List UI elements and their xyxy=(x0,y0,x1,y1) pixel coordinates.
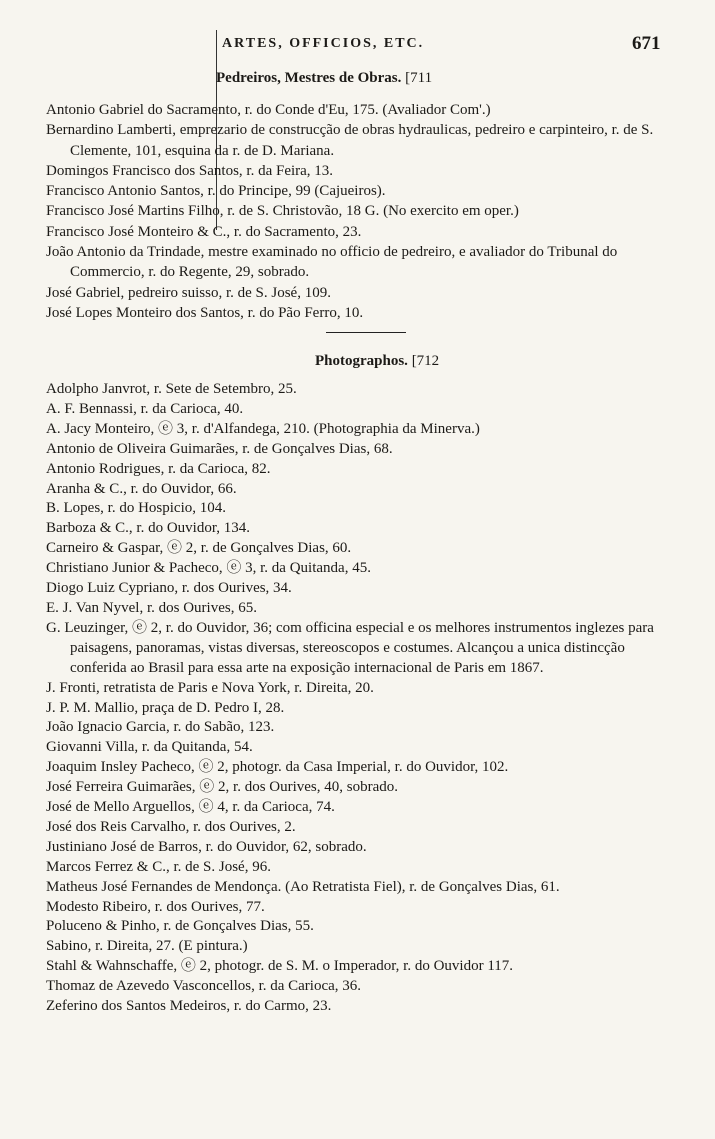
list-item: Joaquim Insley Pacheco, ⓔ 2, photogr. da Casa Imperial, r. do Ouvidor, 102. xyxy=(46,759,509,776)
list-item: Barboza & C., r. do Ouvidor, 134. xyxy=(46,520,250,537)
list-item: Adolpho Janvrot, r. Sete de Setembro, 25. xyxy=(46,381,297,397)
list-item: João Ignacio Garcia, r. do Sabão, 123. xyxy=(46,719,275,736)
photographos-list xyxy=(46,380,678,1017)
list-item: José Gabriel, pedreiro suisso, r. de S. José, 109. xyxy=(46,284,331,301)
list-item: Christiano Junior & Pacheco, ⓔ 3, r. da Quitanda, 45. xyxy=(46,560,371,577)
list-item: A. F. Bennassi, r. da Carioca, 40. xyxy=(46,400,244,417)
list-item: Poluceno & Pinho, r. de Gonçalves Dias, 55. xyxy=(46,918,314,935)
list-item: José Lopes Monteiro dos Santos, r. do Pão Ferro, 10. xyxy=(46,304,364,321)
list-item: J. P. M. Mallio, praça de D. Pedro I, 28. xyxy=(46,699,285,716)
list-item: Modesto Ribeiro, r. dos Ourives, 77. xyxy=(46,898,265,915)
list-item: Antonio Rodrigues, r. da Carioca, 82. xyxy=(46,460,271,477)
list-item: Carneiro & Gaspar, ⓔ 2, r. de Gonçalves Dias, 60. xyxy=(46,540,352,557)
list-item: Thomaz de Azevedo Vasconcellos, r. da Carioca, 36. xyxy=(46,978,362,995)
list-item: E. J. Van Nyvel, r. dos Ourives, 65. xyxy=(46,599,257,616)
list-item: Diogo Luiz Cypriano, r. dos Ourives, 34. xyxy=(46,580,292,597)
list-item: José de Mello Arguellos, ⓔ 4, r. da Carioca, 74. xyxy=(46,799,335,816)
list-item: Antonio Gabriel do Sacramento, r. do Conde d'Eu, 175. (Avaliador Com'.) xyxy=(46,102,491,118)
section-heading-pedreiros xyxy=(216,70,432,87)
list-item: Domingos Francisco dos Santos, r. da Feira, 13. xyxy=(46,162,334,179)
section-heading-photographos xyxy=(315,353,439,370)
section-title: Photographos. xyxy=(315,353,408,369)
list-item: João Antonio da Trindade, mestre examinado no officio de pedreiro, e avaliador do Tribunal do Commercio, r. do Regente, 29, sobrado. xyxy=(46,244,618,281)
list-item: Francisco José Martins Filho, r. de S. Christovão, 18 G. (No exercito em oper.) xyxy=(46,203,519,220)
running-title: ARTES, OFFICIOS, ETC. xyxy=(222,36,425,51)
page-number: 671 xyxy=(632,33,661,54)
list-item: Sabino, r. Direita, 27. (E pintura.) xyxy=(46,938,248,955)
list-item: G. Leuzinger, ⓔ 2, r. do Ouvidor, 36; com officina especial e os melhores instrumentos inglezes para paisagens, panoramas, vistas diversas, stereoscopos e costumes. Alcançou a unica distincção conferida ao Brasil para essa arte na exposição internacional de Paris em 1867. xyxy=(46,619,654,676)
list-item: J. Fronti, retratista de Paris e Nova York, r. Direita, 20. xyxy=(46,679,374,696)
list-item: Zeferino dos Santos Medeiros, r. do Carmo, 23. xyxy=(46,998,332,1015)
list-item: Francisco Antonio Santos, r. do Principe, 99 (Cajueiros). xyxy=(46,183,386,200)
section-number: [712 xyxy=(411,353,440,369)
pedreiros-list xyxy=(46,100,674,323)
list-item: José Ferreira Guimarães, ⓔ 2, r. dos Ourives, 40, sobrado. xyxy=(46,779,399,796)
section-number: [711 xyxy=(405,70,433,86)
list-item: Marcos Ferrez & C., r. de S. José, 96. xyxy=(46,858,271,875)
list-item: Bernardino Lamberti, emprezario de construcção de obras hydraulicas, pedreiro e carpinteiro, r. de S. Clemente, 101, esquina da r. de D. Mariana. xyxy=(46,122,654,159)
list-item: Giovanni Villa, r. da Quitanda, 54. xyxy=(46,739,253,756)
section-title: Pedreiros, Mestres de Obras. xyxy=(216,70,402,86)
list-item: Aranha & C., r. do Ouvidor, 66. xyxy=(46,480,237,497)
list-item: Antonio de Oliveira Guimarães, r. de Gonçalves Dias, 68. xyxy=(46,440,393,457)
list-item: A. Jacy Monteiro, ⓔ 3, r. d'Alfandega, 210. (Photographia da Minerva.) xyxy=(46,420,480,437)
list-item: Matheus José Fernandes de Mendonça. (Ao Retratista Fiel), r. de Gonçalves Dias, 61. xyxy=(46,878,560,895)
list-item: Stahl & Wahnschaffe, ⓔ 2, photogr. de S. M. o Imperador, r. do Ouvidor 117. xyxy=(46,958,514,975)
list-item: B. Lopes, r. do Hospicio, 104. xyxy=(46,500,226,517)
list-item: Justiniano José de Barros, r. do Ouvidor, 62, sobrado. xyxy=(46,838,367,855)
list-item: José dos Reis Carvalho, r. dos Ourives, 2. xyxy=(46,818,296,835)
list-item: Francisco José Monteiro & C., r. do Sacramento, 23. xyxy=(46,223,362,240)
section-divider xyxy=(326,332,406,333)
